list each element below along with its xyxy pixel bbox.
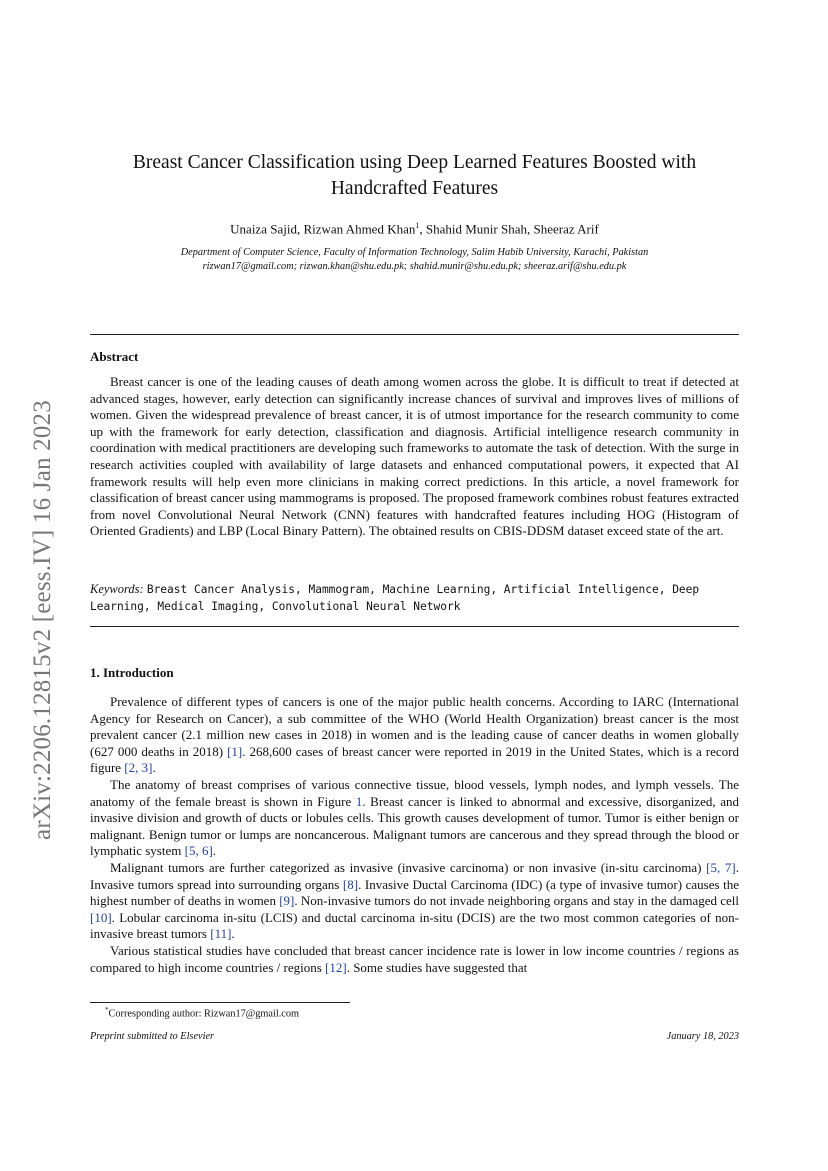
keywords-label: Keywords: [90, 582, 144, 596]
figure-link[interactable]: 1 [355, 793, 363, 809]
arxiv-id: arXiv:2206.12815v2 [eess.IV] 16 Jan 2023 [29, 400, 56, 840]
title-line-2: Handcrafted Features [330, 178, 499, 199]
text-span: . Some studies have suggested that [346, 959, 528, 975]
corresponding-author-footnote [105, 1006, 299, 1019]
abstract-paragraph: Breast cancer is one of the leading causes of death among women across the globe. It is difficult to treat if detected at advanced stages, however, early detection can significantly increase chances of survival and improves lives of millions of women. Given the widespread prevalence of breast cancer, it is of utmost importance for the research community to come up with the framework for early detection, classification and diagnosis. Artificial intelligence research community in coordination with medical practitioners are developing such frameworks to automate the task of detection. With the surge in research activities coupled with availability of large datasets and enhanced computational powers, it expected that AI framework results will help even more clinicians in making correct predictions. In this article, a novel framework for classification of breast cancer using mammograms is proposed. The proposed framework combines robust features extracted from novel Convolutional Neural Network (CNN) features with handcrafted features including HOG (Histogram of Oriented Gradients) and LBP (Local Binary Pattern). The obtained results on CBIS-DDSM dataset exceed state of the art. [90, 374, 739, 539]
arxiv-sidebar-stamp [28, 370, 58, 870]
intro-paragraph-4 [90, 943, 739, 976]
text-span: . Lobular carcinoma in-situ (LCIS) and ductal carcinoma in-situ (DCIS) are the two most common categories of non-invasive breast tumors [90, 909, 739, 942]
text-span: . Breast cancer is linked to abnormal and excessive, disorganized, and invasive division and growth of ducts or lobules cells. This growth causes development of tumor. Tumor is either benign or malignant. Benign tumor or lumps are noncancerous. Malignant tumors are cancerous and they spread through the blood or lymphatic system [90, 793, 739, 859]
author-footnote-mark: 1 [415, 221, 420, 230]
footer-preprint-note: Preprint submitted to Elsevier [90, 1031, 215, 1042]
citation-link[interactable]: [2, 3] [124, 760, 153, 776]
affiliation-block [90, 246, 739, 274]
citation-link[interactable]: [8] [342, 876, 359, 892]
title-line-1: Breast Cancer Classification using Deep Learned Features Boosted with [132, 152, 697, 173]
footnote-mark: * [105, 1006, 109, 1014]
abstract-heading: Abstract [90, 349, 139, 364]
text-span: . 268,600 cases of breast cancer were reported in 2019 in the United States, which is a record figure [90, 743, 740, 776]
text-span: Malignant tumors are further categorized as invasive (invasive carcinoma) or non invasive (in-situ carcinoma) [110, 859, 707, 875]
text-span: Prevalence of different types of cancers is one of the major public health concerns. According to IARC (International Agency for Research on Cancer), a sub committee of the WHO (World Health Organization) breast cancer is the most prevalent cancer (2.1 million new cases in 2018) in women and is the leading cause of cancer deaths in women globally (627 000 deaths in 2018) [90, 694, 739, 759]
paper-title [90, 150, 739, 202]
text-span: Various statistical studies have concluded that breast cancer incidence rate is lower in low income countries / regions as compared to high income countries / regions [90, 942, 739, 975]
intro-paragraph-2 [90, 777, 739, 860]
citation-link[interactable]: [12] [325, 959, 347, 975]
citation-link[interactable]: [5, 6] [184, 843, 213, 859]
authors-part-b: , Shahid Munir Shah, Sheeraz Arif [419, 221, 599, 237]
text-span: The anatomy of breast comprises of various connective tissue, blood vessels, lymph nodes, and lymph vessels. The anatomy of the female breast is shown in Figure [90, 776, 739, 809]
abstract-body [90, 374, 739, 540]
author-list [90, 221, 739, 237]
authors-part-a: Unaiza Sajid, Rizwan Ahmed Khan [230, 221, 416, 237]
footer-date: January 18, 2023 [666, 1031, 739, 1042]
citation-link[interactable]: [1] [227, 743, 243, 759]
introduction-body [90, 694, 739, 976]
keywords-list: Breast Cancer Analysis, Mammogram, Machine Learning, Artificial Intelligence, Deep Learning, Medical Imaging, Convolutional Neural Network [90, 583, 700, 613]
text-span: . Invasive Ductal Carcinoma (IDC) (a type of invasive tumor) causes the highest number of deaths in women [90, 876, 739, 909]
introduction-heading: 1. Introduction [90, 665, 174, 680]
citation-link[interactable]: [5, 7] [706, 859, 736, 875]
abstract-top-rule [90, 334, 739, 335]
intro-paragraph-1 [90, 694, 739, 777]
citation-link[interactable]: [9] [279, 893, 295, 909]
citation-link[interactable]: [11] [210, 926, 232, 942]
keywords-block [90, 581, 739, 615]
author-emails: rizwan17@gmail.com; rizwan.khan@shu.edu.pk; shahid.munir@shu.edu.pk; sheeraz.arif@shu.edu.pk [202, 261, 627, 272]
citation-link[interactable]: [10] [90, 909, 112, 925]
intro-paragraph-3 [90, 860, 739, 943]
text-span: . Non-invasive tumors do not invade neighboring organs and stay in the damaged cell [294, 893, 739, 909]
affiliation: Department of Computer Science, Faculty of Information Technology, Salim Habib University, Karachi, Pakistan [180, 247, 649, 258]
footnote-text: Corresponding author: Rizwan17@gmail.com [108, 1008, 300, 1020]
text-span: . [152, 760, 156, 776]
abstract-bottom-rule [90, 626, 739, 627]
footnote-rule [90, 1002, 350, 1003]
text-span: . Invasive tumors spread into surrounding organs [90, 859, 739, 892]
text-span: . [231, 926, 235, 942]
text-span: . [212, 843, 217, 859]
